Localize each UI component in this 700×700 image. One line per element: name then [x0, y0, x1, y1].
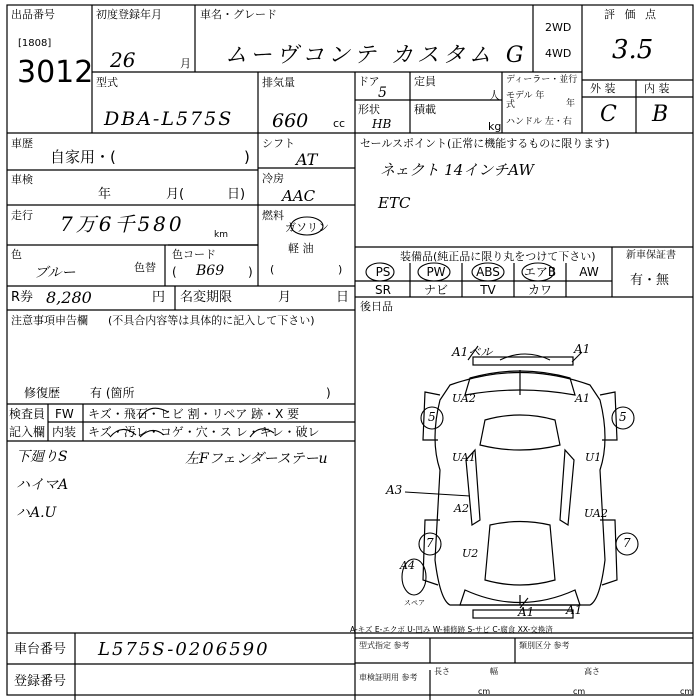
- notes-hint: (不具合内容等は具体的に記入して下さい): [108, 314, 315, 327]
- class-ref-label: 類別区分 参考: [519, 641, 570, 650]
- name-grade-label: 車名・グレード: [200, 8, 277, 21]
- mark-7-left: 7: [426, 536, 434, 550]
- diagram-legend: A-キズ E-エクボ U-凹み W-補修跡 S-サビ C-腐食 XX-交換済: [350, 625, 553, 634]
- first-reg-year: 26: [110, 48, 136, 72]
- color-code-label: 色コード: [172, 248, 216, 261]
- chassis-label: 車台番号: [14, 642, 67, 657]
- score-value: 3.5: [612, 35, 654, 65]
- fuel-diesel: 軽 油: [288, 242, 314, 255]
- equip-ps: PS: [375, 265, 391, 279]
- repair-label: 修復歴: [24, 386, 61, 400]
- shape-value: HB: [372, 117, 392, 131]
- doors-value: 5: [378, 85, 387, 101]
- warranty-value: 有・無: [630, 273, 670, 288]
- mark-a3: A3: [386, 483, 403, 497]
- repair-value: 有 (箇所: [90, 386, 135, 400]
- capacity-label: 定員: [414, 75, 436, 88]
- drive-2wd: 2WD: [545, 21, 572, 34]
- recycle-value: 8,280: [46, 288, 92, 307]
- equip-aw: AW: [579, 265, 599, 279]
- displacement-value: 660: [272, 110, 309, 132]
- equip-pw: PW: [426, 265, 446, 279]
- exterior-value: C: [600, 102, 617, 127]
- load-label: 積載: [414, 103, 436, 116]
- model-value: DBA-L575S: [104, 108, 234, 130]
- inspector-label-2: 記入欄: [9, 425, 46, 439]
- fuel-label: 燃料: [262, 209, 284, 222]
- ac-label: 冷房: [262, 172, 284, 185]
- equip-leather: カワ: [527, 283, 552, 297]
- interior-value: B: [652, 102, 669, 127]
- interior-label: 内 装: [644, 82, 670, 95]
- load-unit: kg: [488, 120, 502, 133]
- mark-u2: U2: [462, 547, 479, 560]
- chassis-value: L575S-0206590: [98, 639, 270, 660]
- cert-label: 車検証明用 参考: [359, 673, 418, 682]
- model-year-label: モデル 年式: [506, 91, 545, 110]
- lot-sub: [1808]: [18, 38, 52, 49]
- ac-value: AAC: [282, 187, 316, 205]
- rear-seat-label: 後日品: [360, 300, 393, 313]
- equip-navi: ナビ: [423, 283, 448, 297]
- color-code-paren-open: (: [172, 265, 177, 279]
- warranty-label: 新車保証書: [626, 250, 676, 261]
- fw-items: キズ・飛石・ヒビ 割・リペア 跡・X 要: [88, 407, 300, 421]
- note-left-3: ハA.U: [16, 505, 57, 521]
- mileage-label: 走行: [11, 209, 33, 222]
- color-code-value: B69: [196, 263, 225, 279]
- mark-a1-right-2: A1: [575, 392, 590, 405]
- shift-label: シフト: [262, 137, 295, 150]
- notes-label: 注意事項申告欄: [11, 314, 88, 327]
- height-label: 高さ: [584, 667, 600, 676]
- first-reg-label: 初度登録年月: [96, 8, 162, 21]
- color-value: ブルー: [34, 265, 76, 281]
- name-grade-value: ムーヴコンテ カスタム G: [225, 43, 528, 68]
- int-items: キズ・汚レ・コゲ・穴・ス レ・キレ・破レ: [88, 425, 320, 439]
- mark-a4: A4: [400, 559, 415, 572]
- equip-sr: SR: [375, 283, 391, 297]
- fuel-paren-close: ): [338, 263, 343, 276]
- score-label: 評 価 点: [604, 8, 659, 21]
- color-label: 色: [11, 248, 22, 261]
- mark-a1-bottom-right: A1: [566, 603, 583, 617]
- inspector-label-1: 検査員: [9, 407, 46, 421]
- fw-label: FW: [55, 407, 74, 421]
- model-label: 型式: [96, 76, 118, 89]
- lot-number: 3012: [17, 55, 94, 90]
- equip-tv: TV: [480, 283, 496, 297]
- history-close: ): [244, 148, 250, 166]
- capacity-unit: 人: [489, 89, 500, 102]
- equip-abs: ABS: [476, 265, 500, 279]
- repair-close: ): [326, 386, 331, 400]
- doors-label: ドア: [358, 75, 380, 88]
- displacement-label: 排気量: [262, 76, 295, 89]
- note-left-1: 下廻りS: [16, 449, 68, 465]
- lot-label: 出品番号: [11, 8, 55, 21]
- equip-airbag: エアB: [523, 265, 557, 279]
- mark-ua1-left: UA1: [452, 451, 476, 464]
- shaken-year: 年: [98, 187, 112, 202]
- recycle-label: R券: [11, 290, 34, 305]
- title-change-day: 日: [336, 290, 350, 305]
- drive-4wd: 4WD: [545, 47, 572, 60]
- title-change-label: 名変期限: [180, 290, 233, 305]
- length-label: 長さ: [434, 667, 450, 676]
- width-cm: cm: [573, 687, 586, 696]
- history-label: 車歴: [11, 137, 33, 150]
- sales-label: セールスポイント(正常に機能するものに限ります): [360, 137, 610, 150]
- dealer-label: ディーラー・並行: [506, 75, 578, 85]
- color-code-paren-close: ): [248, 265, 253, 279]
- int-label: 内装: [52, 425, 77, 439]
- shaken-day: 日): [227, 187, 246, 202]
- year-unit: 年: [566, 99, 576, 109]
- mark-7-right: 7: [623, 536, 631, 550]
- history-value: 自家用・(: [50, 148, 116, 166]
- height-cm: cm: [680, 687, 693, 696]
- form-ref-label: 型式指定 参考: [359, 641, 410, 650]
- equipment-label: 装備品(純正品に限り丸をつけて下さい): [400, 250, 596, 263]
- handle-label: ハンドル 左・右: [506, 117, 572, 127]
- first-reg-month-unit: 月: [180, 57, 191, 70]
- shape-label: 形状: [358, 103, 380, 116]
- fuel-paren-open: (: [270, 263, 275, 276]
- shaken-label: 車検: [11, 173, 33, 186]
- reg-label: 登録番号: [14, 674, 67, 689]
- width-label: 幅: [490, 667, 498, 676]
- note-right-1: 左Fフェンダーステーu: [185, 451, 328, 467]
- mark-a1-left: A1ベル: [452, 345, 493, 359]
- note-left-2: ハイマA: [16, 477, 69, 493]
- mark-a4-sub: スペア: [404, 599, 425, 607]
- mark-a1-bottom-left: A1: [518, 605, 535, 619]
- shaken-month: 月(: [166, 187, 185, 202]
- exterior-label: 外 装: [590, 82, 616, 95]
- sales-line1: ネェクト 14インチAW: [380, 161, 534, 179]
- title-change-month: 月: [278, 290, 292, 305]
- recycle-unit: 円: [152, 290, 166, 305]
- mark-5-right: 5: [619, 410, 627, 424]
- mark-u1-right: U1: [585, 451, 602, 464]
- length-cm: cm: [478, 687, 491, 696]
- mileage-unit: km: [214, 230, 228, 240]
- mark-a1-right: A1: [574, 342, 591, 356]
- repaint-label: 色替: [134, 261, 156, 274]
- sales-line2: ETC: [378, 194, 411, 212]
- mark-5-left: 5: [428, 410, 436, 424]
- mileage-value: 7万6千580: [60, 212, 185, 236]
- mark-ua2-right: UA2: [584, 507, 608, 520]
- displacement-unit: cc: [333, 117, 346, 130]
- mark-ua2-left: UA2: [452, 392, 476, 405]
- mark-a2-left: A2: [454, 502, 469, 515]
- fuel-gas: ガソリン: [285, 221, 329, 234]
- shift-value: AT: [296, 150, 318, 169]
